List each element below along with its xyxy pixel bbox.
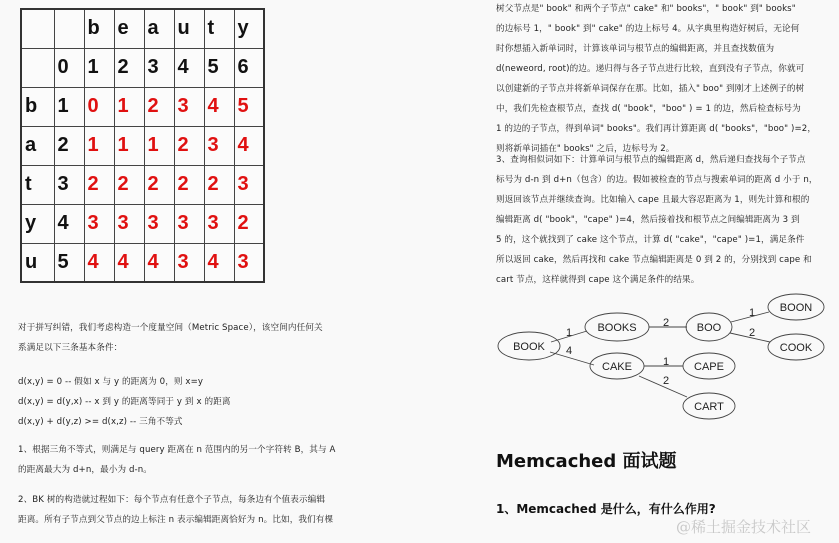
row-index: 3 — [54, 165, 84, 204]
edge-label: 1 — [662, 356, 670, 368]
edge-label: 1 — [748, 307, 756, 319]
node-label: BOON — [779, 302, 813, 314]
point-1 — [18, 440, 336, 480]
distance-cell: 2 — [144, 165, 174, 204]
distance-cell: 3 — [174, 243, 204, 282]
section-heading: Memcached 面试题 — [496, 451, 677, 472]
distance-cell: 4 — [144, 243, 174, 282]
distance-cell: 4 — [234, 126, 264, 165]
distance-cell: 3 — [84, 204, 114, 243]
distance-cell: 5 — [234, 87, 264, 126]
text-line: 5 的，这个就找到了 cake 这个节点，计算 d( "cake"，"cape" )=1，满足条件 — [496, 235, 805, 245]
table-row — [21, 243, 264, 282]
table-row — [21, 165, 264, 204]
row-letter: y — [21, 204, 54, 243]
row-letter: b — [21, 87, 54, 126]
row-index: 4 — [54, 204, 84, 243]
text-line: 中，我们先检查根节点，查找 d( "book"，"boo" ) = 1 的边，然后检查标号为 — [496, 104, 801, 114]
table-cell: 3 — [144, 48, 174, 87]
metric-space-intro — [18, 318, 323, 358]
node-label: COOK — [779, 342, 813, 354]
edge-label: 4 — [565, 345, 573, 357]
distance-cell: 0 — [84, 87, 114, 126]
node-label: BOOKS — [597, 322, 637, 334]
text-line: 系满足以下三条基本条件： — [18, 343, 123, 353]
distance-cell: 2 — [114, 165, 144, 204]
condition-line: d(x,y) + d(y,z) >= d(x,z) -- 三角不等式 — [18, 417, 183, 427]
row-letter: u — [21, 243, 54, 282]
distance-cell: 2 — [234, 204, 264, 243]
text-line: 树父节点是" book" 和两个子节点" cake" 和" books"，" book" 到" books" — [496, 4, 796, 14]
distance-cell: 2 — [144, 87, 174, 126]
edit-distance-table — [20, 8, 265, 283]
table-header-row — [21, 9, 264, 48]
text-line: 距离。所有子节点到父节点的边上标注 n 表示编辑距离恰好为 n。比如，我们有棵 — [18, 515, 334, 525]
text-line: 的边标号 1，" book" 到" cake" 的边上标号 4。从字典里构造好树后，无论何 — [496, 24, 800, 34]
table-cell: b — [84, 9, 114, 48]
table-row — [21, 87, 264, 126]
table-cell: 1 — [84, 48, 114, 87]
bk-tree-diagram — [490, 290, 839, 430]
text-line: 标号为 d-n 到 d+n（包含）的边。假如被检查的节点与搜索单词的距离 d 小于 n， — [496, 175, 818, 185]
row-letter: a — [21, 126, 54, 165]
row-index: 1 — [54, 87, 84, 126]
text-line: 则返回该节点并继续查询。比如输入 cape 且最大容忍距离为 1，则先计算和根的 — [496, 195, 810, 205]
distance-cell: 3 — [234, 243, 264, 282]
watermark: @稀土掘金技术社区 — [676, 518, 812, 536]
text-line: cart 节点，这样就得到 cape 这个满足条件的结果。 — [496, 275, 700, 285]
bk-tree-continuation — [496, 0, 816, 159]
edge-label: 2 — [662, 317, 670, 329]
edge-label: 2 — [748, 327, 756, 339]
point-3 — [496, 150, 818, 290]
row-index: 2 — [54, 126, 84, 165]
node-label: CART — [694, 401, 724, 413]
text-line: 3、查询相似词如下：计算单词与根节点的编辑距离 d，然后递归查找每个子节点 — [496, 155, 806, 165]
text-line: 编辑距离 d( "book"，"cape" )=4，然后接着找和根节点之间编辑距离为 3 到 — [496, 215, 800, 225]
text-line: 的距离最大为 d+n，最小为 d-n。 — [18, 465, 152, 475]
distance-cell: 3 — [114, 204, 144, 243]
distance-cell: 4 — [114, 243, 144, 282]
text-line: 1、根据三角不等式，则满足与 query 距离在 n 范围内的另一个字符转 B，其与 A — [18, 445, 336, 455]
distance-cell: 3 — [234, 165, 264, 204]
table-cell: 4 — [174, 48, 204, 87]
table-cell: t — [204, 9, 234, 48]
distance-cell: 3 — [204, 204, 234, 243]
distance-cell: 1 — [144, 126, 174, 165]
table-cell: 5 — [204, 48, 234, 87]
text-line: 时你想插入新单词时，计算该单词与根节点的编辑距离，并且查找数值为 — [496, 44, 775, 54]
text-line: 所以返回 cake，然后再找和 cake 节点编辑距离是 0 到 2 的，分别找到 cape 和 — [496, 255, 812, 265]
condition-line: d(x,y) = 0 -- 假如 x 与 y 的距离为 0，则 x=y — [18, 377, 204, 387]
distance-cell: 3 — [204, 126, 234, 165]
table-cell: 0 — [54, 48, 84, 87]
text-line: d(neweord, root)的边。递归得与各子节点进行比较，直到没有子节点，你就可 — [496, 64, 805, 74]
text-line: 2、BK 树的构造就过程如下：每个节点有任意个子节点，每条边有个值表示编辑 — [18, 495, 326, 505]
distance-cell: 3 — [144, 204, 174, 243]
distance-cell: 2 — [174, 165, 204, 204]
row-letter: t — [21, 165, 54, 204]
text-line: 对于拼写纠错，我们考虑构造一个度量空间（Metric Space），该空间内任何关 — [18, 323, 323, 333]
edge-label: 1 — [565, 327, 573, 339]
distance-cell: 3 — [174, 204, 204, 243]
distance-cell: 4 — [204, 87, 234, 126]
point-2 — [18, 490, 333, 530]
table-cell — [21, 48, 54, 87]
table-index-row — [21, 48, 264, 87]
text-line: 1 的边的子节点，得到单词" books"。我们再计算距离 d( "books"，"boo" )=2， — [496, 124, 817, 134]
table-cell: a — [144, 9, 174, 48]
distance-cell: 4 — [204, 243, 234, 282]
table-row — [21, 204, 264, 243]
distance-cell: 4 — [84, 243, 114, 282]
node-label: BOO — [696, 322, 722, 334]
distance-cell: 1 — [114, 126, 144, 165]
row-index: 5 — [54, 243, 84, 282]
text-line: 则将新单词插在" books" 之后，边标号为 2。 — [496, 144, 675, 154]
node-label: CAPE — [694, 361, 724, 373]
condition-line: d(x,y) = d(y,x) -- x 到 y 的距离等同于 y 到 x 的距离 — [18, 397, 231, 407]
table-cell — [54, 9, 84, 48]
edge-label: 2 — [662, 375, 670, 387]
text-line: 以创建新的子节点并将新单词保存在那。比如，插入" boo" 到刚才上述例子的树 — [496, 84, 805, 94]
node-label: BOOK — [513, 341, 545, 353]
table-cell: 6 — [234, 48, 264, 87]
distance-cell: 2 — [174, 126, 204, 165]
table-cell — [21, 9, 54, 48]
distance-cell: 2 — [204, 165, 234, 204]
table-cell: e — [114, 9, 144, 48]
table-cell: y — [234, 9, 264, 48]
distance-cell: 1 — [84, 126, 114, 165]
table-row — [21, 126, 264, 165]
distance-cell: 2 — [84, 165, 114, 204]
distance-cell: 3 — [174, 87, 204, 126]
node-label: CAKE — [602, 361, 632, 373]
table-cell: 2 — [114, 48, 144, 87]
question-heading: 1、Memcached 是什么，有什么作用? — [496, 502, 716, 516]
metric-conditions — [18, 372, 231, 432]
distance-cell: 1 — [114, 87, 144, 126]
table-cell: u — [174, 9, 204, 48]
